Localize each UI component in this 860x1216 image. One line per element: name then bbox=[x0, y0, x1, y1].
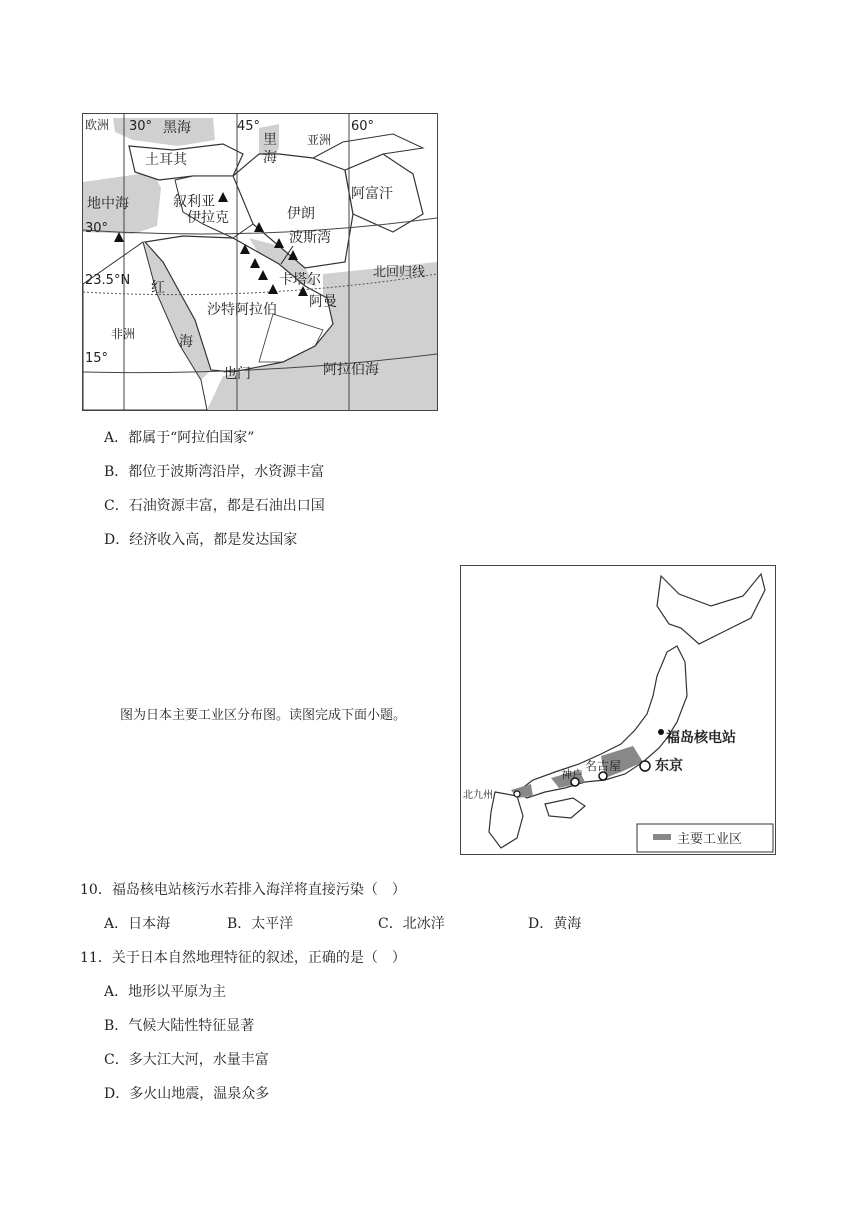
tokyo-marker bbox=[640, 761, 650, 771]
label-syria: 叙利亚 bbox=[173, 194, 215, 210]
label-15-lat: 15° bbox=[85, 351, 109, 366]
label-africa: 非洲 bbox=[111, 327, 136, 341]
q10-option-a: A．日本海 bbox=[104, 916, 171, 932]
nagoya-marker bbox=[599, 772, 607, 780]
label-oman: 阿曼 bbox=[309, 294, 337, 310]
q11-option-b: B．气候大陆性特征显著 bbox=[104, 1018, 255, 1034]
label-tropic: 北回归线 bbox=[373, 265, 426, 280]
label-yemen: 也门 bbox=[223, 366, 251, 382]
middle-east-map-svg bbox=[83, 114, 437, 410]
q9-option-a: A．都属于“阿拉伯国家” bbox=[104, 430, 255, 446]
label-45-lon: 45° bbox=[237, 119, 261, 134]
label-iran: 伊朗 bbox=[287, 206, 315, 222]
q9-option-b: B．都位于波斯湾沿岸，水资源丰富 bbox=[104, 464, 325, 480]
label-30-lon: 30° bbox=[129, 119, 153, 134]
shikoku bbox=[545, 798, 585, 818]
label-iraq: 伊拉克 bbox=[187, 210, 229, 226]
q9-option-d: D．经济收入高，都是发达国家 bbox=[104, 532, 298, 548]
fukushima-marker bbox=[658, 729, 664, 735]
kitakyushu-marker bbox=[514, 791, 520, 797]
q11-stem: 11．关于日本自然地理特征的叙述，正确的是（ ） bbox=[80, 950, 406, 966]
legend-label: 主要工业区 bbox=[677, 832, 743, 847]
label-mediterranean: 地中海 bbox=[87, 196, 129, 212]
label-red-2: 海 bbox=[179, 334, 193, 350]
middle-east-map bbox=[82, 113, 438, 411]
label-arabian-sea: 阿拉伯海 bbox=[323, 362, 379, 378]
q10-option-b: B．太平洋 bbox=[227, 916, 294, 932]
label-caspian-2: 海 bbox=[263, 150, 277, 166]
q10-stem: 10．福岛核电站核污水若排入海洋将直接污染（ ） bbox=[80, 882, 406, 898]
japan-intro-text: 图为日本主要工业区分布图。读图完成下面小题。 bbox=[120, 708, 407, 723]
q11-option-a: A．地形以平原为主 bbox=[104, 984, 227, 1000]
label-caspian-1: 里 bbox=[263, 132, 277, 148]
label-asia: 亚洲 bbox=[307, 133, 332, 147]
label-persian-gulf: 波斯湾 bbox=[289, 230, 331, 246]
label-qatar: 卡塔尔 bbox=[279, 272, 321, 288]
label-tokyo: 东京 bbox=[655, 758, 683, 774]
label-kobe: 神户 bbox=[561, 768, 583, 781]
q11-option-d: D．多火山地震，温泉众多 bbox=[104, 1086, 270, 1102]
q10-option-d: D．黄海 bbox=[528, 916, 582, 932]
label-black-sea: 黑海 bbox=[163, 120, 191, 136]
label-saudi: 沙特阿拉伯 bbox=[207, 302, 277, 318]
label-nagoya: 名古屋 bbox=[585, 759, 622, 773]
label-turkey: 土耳其 bbox=[145, 152, 187, 168]
legend-swatch bbox=[653, 834, 671, 840]
kyushu bbox=[489, 792, 523, 848]
label-60-lon: 60° bbox=[351, 119, 375, 134]
hokkaido bbox=[657, 574, 765, 644]
label-30-lat: 30° bbox=[85, 221, 109, 236]
q9-option-c: C．石油资源丰富，都是石油出口国 bbox=[104, 498, 325, 514]
label-red-1: 红 bbox=[151, 280, 165, 296]
q10-option-c: C．北冰洋 bbox=[378, 916, 445, 932]
label-kitakyushu: 北九州 bbox=[463, 790, 493, 801]
label-fukushima: 福岛核电站 bbox=[666, 730, 736, 746]
label-afghanistan: 阿富汗 bbox=[351, 186, 393, 202]
label-23-5-lat: 23.5°N bbox=[85, 273, 131, 288]
japan-map-svg bbox=[461, 566, 775, 854]
japan-industry-map bbox=[460, 565, 776, 855]
q11-option-c: C．多大江大河，水量丰富 bbox=[104, 1052, 269, 1068]
label-europe: 欧洲 bbox=[85, 118, 110, 132]
